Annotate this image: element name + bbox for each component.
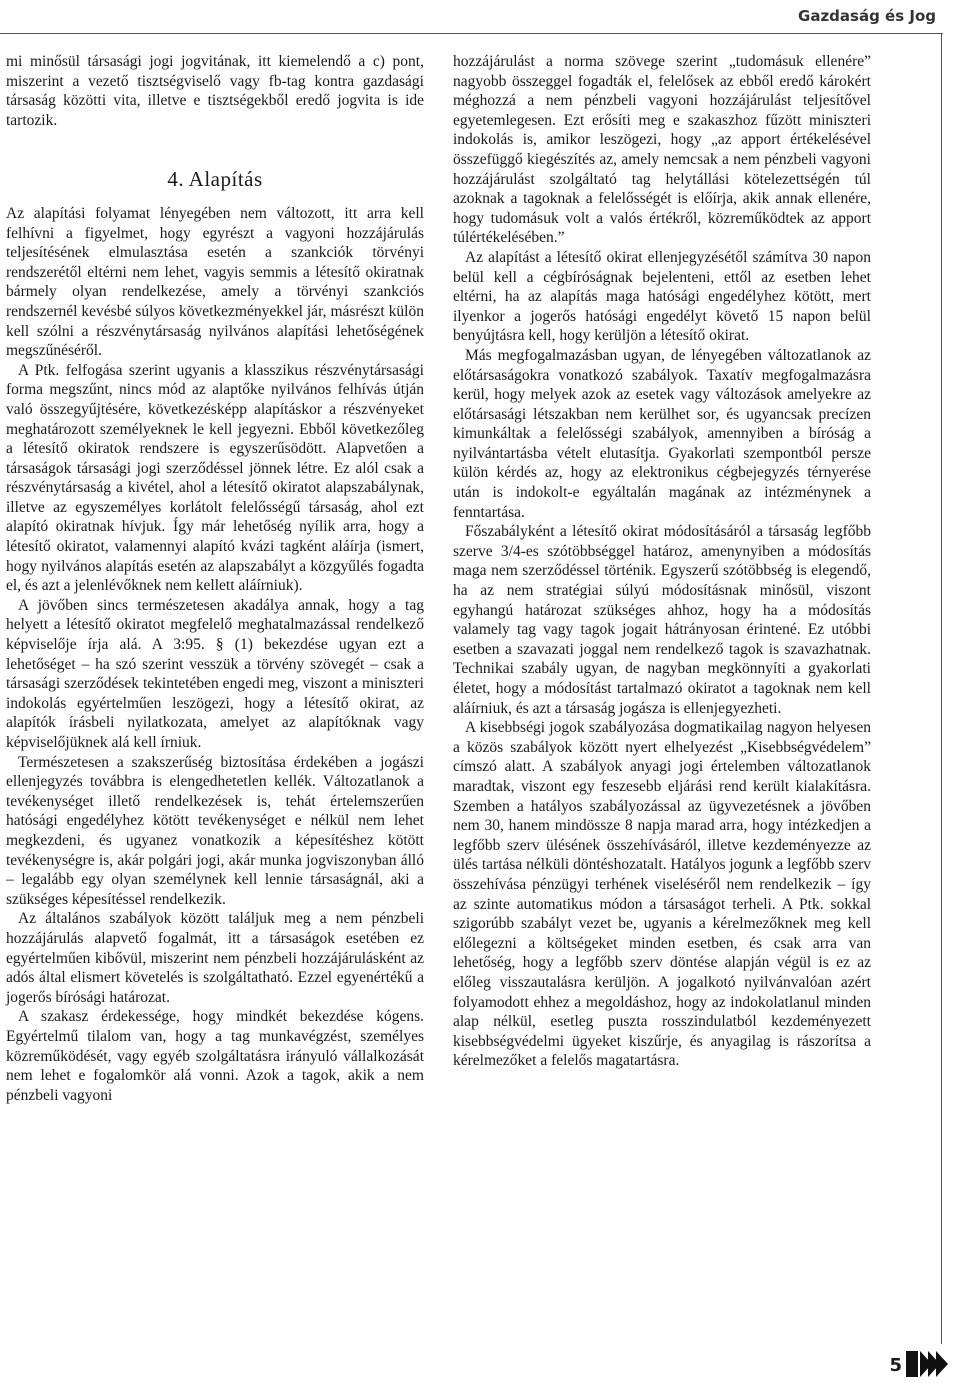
section-heading: 4. Alapítás <box>167 167 263 192</box>
paragraph: A Ptk. felfogása szerint ugyanis a klasszikus részvénytársasági forma megszűnt, nincs mód az alaptőke nyilvános felhívás útján való összegyűjtésére, következésképp alapításkor a részvényeket meghatározott személyeknek le kell jegyezni. Ebből következőleg a létesítő okiratok rendszere is egyszerűsödött. Alapvetően a társaságok társasági jogi szerződéssel jönnek létre. Ez alól csak a részvénytársaság a kivétel, ahol a létesítő okiratot alapszabálynak, illetve az egyszemélyes korlátolt felelősségű társaság, ahol ezt alapító okiratnak hívjuk. Így már lehetőség nyílik arra, hogy a létesítő okiratot, valamennyi alapító kvázi tagként aláírja (ismert, hogy nyilvános alapítás esetén az alapszabályt a közgyűlés fogadta el, és azt a jelenlévőknek nem kellett aláírniuk). <box>6 361 424 595</box>
page-header <box>0 0 960 34</box>
intro-paragraph: mi minősül társasági jogi jogvitának, itt kiemelendő a c) pont, miszerint a vezető tisztségviselő vagy fb-tag kontra gazdasági társaság közötti vita, illetve e tisztségekből eredő jogvita is ide tartozik. <box>6 53 424 129</box>
page-number: 5 <box>889 1355 902 1376</box>
paragraph: Az általános szabályok között találjuk meg a nem pénzbeli hozzájárulás alapvető fogalmát, itt a társaságok esetében ez egyértelműen kibővül, miszerint nem pénzbeli hozzájárulásként az adós által elismert követelés is szolgáltatható. Ezzel egyenértékű a jogerős bírósági határozat. <box>6 910 424 1006</box>
paragraph: Természetesen a szakszerűség biztosítása érdekében a jogászi ellenjegyzés továbbra is elengedhetetlen kellék. Változatlanok a tevékenységet illető rendelkezések is, tehát értelemszerűen hatósági engedélyhez kötött tevékenységet e nélkül nem lehet megkezdeni, és ugyanez vonatkozik a képesítéshez kötött tevékenységre is, akár polgári jogi, akár munka jogviszonyban álló – legalább egy olyan személynek kell lennie társaságnál, aki a szükséges képesítéssel rendelkezik. <box>6 753 424 908</box>
section-title: Gazdaság és Jog <box>798 7 936 25</box>
paragraph: hozzájárulást a norma szövege szerint „tudomásuk ellenére” nagyobb összeggel fogadták el, felelősek az ebből eredő károkért méghozzá a nem pénzbeli vagyoni hozzájárulást teljesítővel egyetemlegesen. Ezt erősíti meg e szakaszhoz fűzött miniszteri indokolás is, amikor leszögezi, hogy „az apport értékelésével összefüggő kiegészítés az, amely nemcsak a nem pénzbeli vagyoni hozzájárulást szolgáltató tag helytállási kötelezettségén túl azoknak a tagoknak a felelősségét is előírja, akik annak ellenére, hogy tudomásuk volt a valós értékről, közreműködtek az apport túlértékelésében.” <box>453 53 871 247</box>
paragraph: Az alapítást a létesítő okirat ellenjegyzésétől számítva 30 napon belül kell a cégbíróságnak bejelenteni, ettől az esetben lehet eltérni, ha az alapítás maga hatósági engedélyhez kötött, mert ilyenkor a jogerős hatósági engedélyt követő 15 napon belül benyújtásra kell, hogy kerüljön a létesítő okirat. <box>453 248 871 345</box>
header-rule <box>0 33 943 34</box>
page-footer <box>0 1345 960 1383</box>
paragraph: Főszabályként a létesítő okirat módosításáról a társaság legfőbb szerve 3/4-es szótöbbséggel határoz, amenynyiben a módosítás maga nem szerződéssel történik. Egyszerű szótöbbség is elegendő, ha az nem stratégiai súlyú módosításnak minősül, viszont egyhangú határozat szükséges ahhoz, hogy ha a módosítás valamely tag vagy tagok jogait hátrányosan érintené. Ez utóbbi esetben a szavazati joggal nem rendelkező tagok is szavazhatnak. Technikai szabály ugyan, de nagyban megkönnyíti a gyakorlati életet, hogy a módosítást tartalmazó okiratot a tagoknak nem kell aláírniuk, és azt a társaság jogásza is ellenjegyezheti. <box>453 523 871 717</box>
paragraph: A jövőben sincs természetesen akadálya annak, hogy a tag helyett a létesítő okiratot megfelelő meghatalmazással rendelkező képviselője írja alá. A 3:95. § (1) bekezdése ugyan ezt a lehetőséget – ha szó szerint vesszük a törvény szövegét – csak a társasági szerződések tekintetében engedi meg, viszont a miniszteri indokolás egyértelműen leszögezi, hogy a létesítő okirat, az alapítók írásbeli nyilatkozata, amelyet az alapítóknak vagy képviselőjüknek alá kell írniuk. <box>6 596 424 751</box>
paragraph: A szakasz érdekessége, hogy mindkét bekezdése kógens. Egyértelmű tilalom van, hogy a tag munkavégzést, személyes közreműködését, vagy egyéb szolgáltatásra irányuló vállalkozását nem lehet e fogalomkör alá vonni. Azok a tagok, akik a nem pénzbeli vagyoni <box>6 1008 424 1104</box>
paragraph: A kisebbségi jogok szabályozása dogmatikailag nagyon helyesen a közös szabályok között nyert elhelyezést „Kisebbségvédelem” címszó alatt. A szabályok anyagi jogi értelemben változatlanok maradtak, viszont egy feszesebb eljárási rend került kialakításra. Szemben a hatályos szabályozással az ügyvezetésnek a jövőben nem 30, hanem mindössze 8 napja marad arra, hogy intézkedjen a legfőbb szerv ülésének összehívásáról, illetve kezdeményezze az ülés tartása nélküli döntéshozatalt. Hatályos jogunk a legfőbb szerv összehívása pénzügyi terhének viseléséről nem rendelkezik – így az szinte automatikus módon a társaságot terheli. A Ptk. sokkal szigorúbb szabályt vezet be, ugyanis a kérelmezőknek meg kell előlegezni a költségeket minden esetben, és csak arra van lehetőség, hogy a legfőbb szerv döntése alapján végül is ez az előleg visszautalásra kerüljön. A jogalkotó nyilvánvalóan azért folyamodott ehhez a megoldáshoz, hogy az indokolatlanul minden alap nélkül, esetleg puszta rosszindulatból kezdeményezett kisebbségvédelmi ügyeket kiszűrje, és anyagilag is rászorítsa a kérelmezőket a felelős magatartásra. <box>453 719 871 1070</box>
paragraph: Az alapítási folyamat lényegében nem változott, itt arra kell felhívni a figyelmet, hogy egyrészt a vagyoni hozzájárulás teljesítésének elmulasztása esetén a szankciók törvényi rendszerétől eltérni nem lehet, vagyis semmis a létesítő okiratnak bármely olyan rendelkezése, amely a törvényi szankciós rendszernél kevésbé súlyos következményekkel jár, másrészt külön kell szólni a részvénytársaság nyilvános alapítási lehetőségének megszűnéséről. <box>6 204 424 360</box>
left-column <box>6 52 424 1105</box>
right-frame-rule <box>941 34 942 1344</box>
right-column <box>453 52 871 1071</box>
paragraph: Más megfogalmazásban ugyan, de lényegében változatlanok az előtársaságokra vonatkozó szabályok. Taxatív megfogalmazásra kerül, hogy melyek azok az esetek vagy változások amelyekre az előtársasági létszakban nem kerülhet sor, és ugyancsak precízen kimunkáltak a felelősségi szabályok, amennyiben a bíróság a nyilvántartásba vételt elutasítja. Gyakorlati szempontból persze külön kérdés az, hogy az elektronikus cégbejegyzés térnyerése után is indokolt-e egyáltalán magának az intézménynek a fenntartása. <box>453 346 871 521</box>
publisher-logo-icon <box>906 1349 950 1379</box>
